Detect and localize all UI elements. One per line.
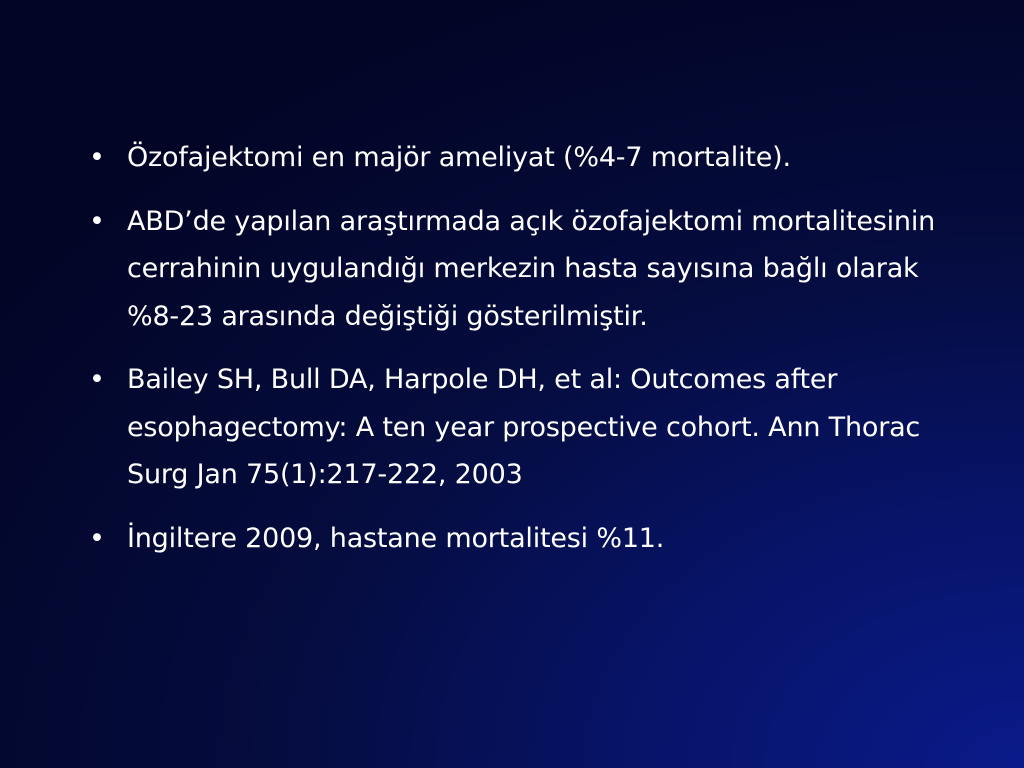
bullet-icon: • xyxy=(89,205,105,237)
bullet-icon: • xyxy=(89,142,105,173)
bullet-item xyxy=(84,134,944,182)
bullet-item xyxy=(84,515,944,563)
bullet-text: Bailey SH, Bull DA, Harpole DH, et al: Outcomes after esophagectomy: A ten year prospective cohort. Ann Thorac Surg Jan 75(1):217-222, 2003 xyxy=(127,364,921,490)
bullet-text: İngiltere 2009, hastane mortalitesi %11. xyxy=(127,522,665,554)
bullet-text: Özofajektomi en majör ameliyat (%4-7 mortalite). xyxy=(127,142,791,173)
bullet-text: ABD’de yapılan araştırmada açık özofajektomi mortalitesinin cerrahinin uygulandığı merkezin hasta sayısına bağlı olarak %8-23 arasında değiştiği gösterilmiştir. xyxy=(127,205,936,332)
bullet-icon: • xyxy=(89,364,105,395)
bullet-list xyxy=(84,134,944,578)
bullet-item xyxy=(84,356,944,499)
bullet-icon: • xyxy=(89,522,105,554)
bullet-item xyxy=(84,198,944,341)
